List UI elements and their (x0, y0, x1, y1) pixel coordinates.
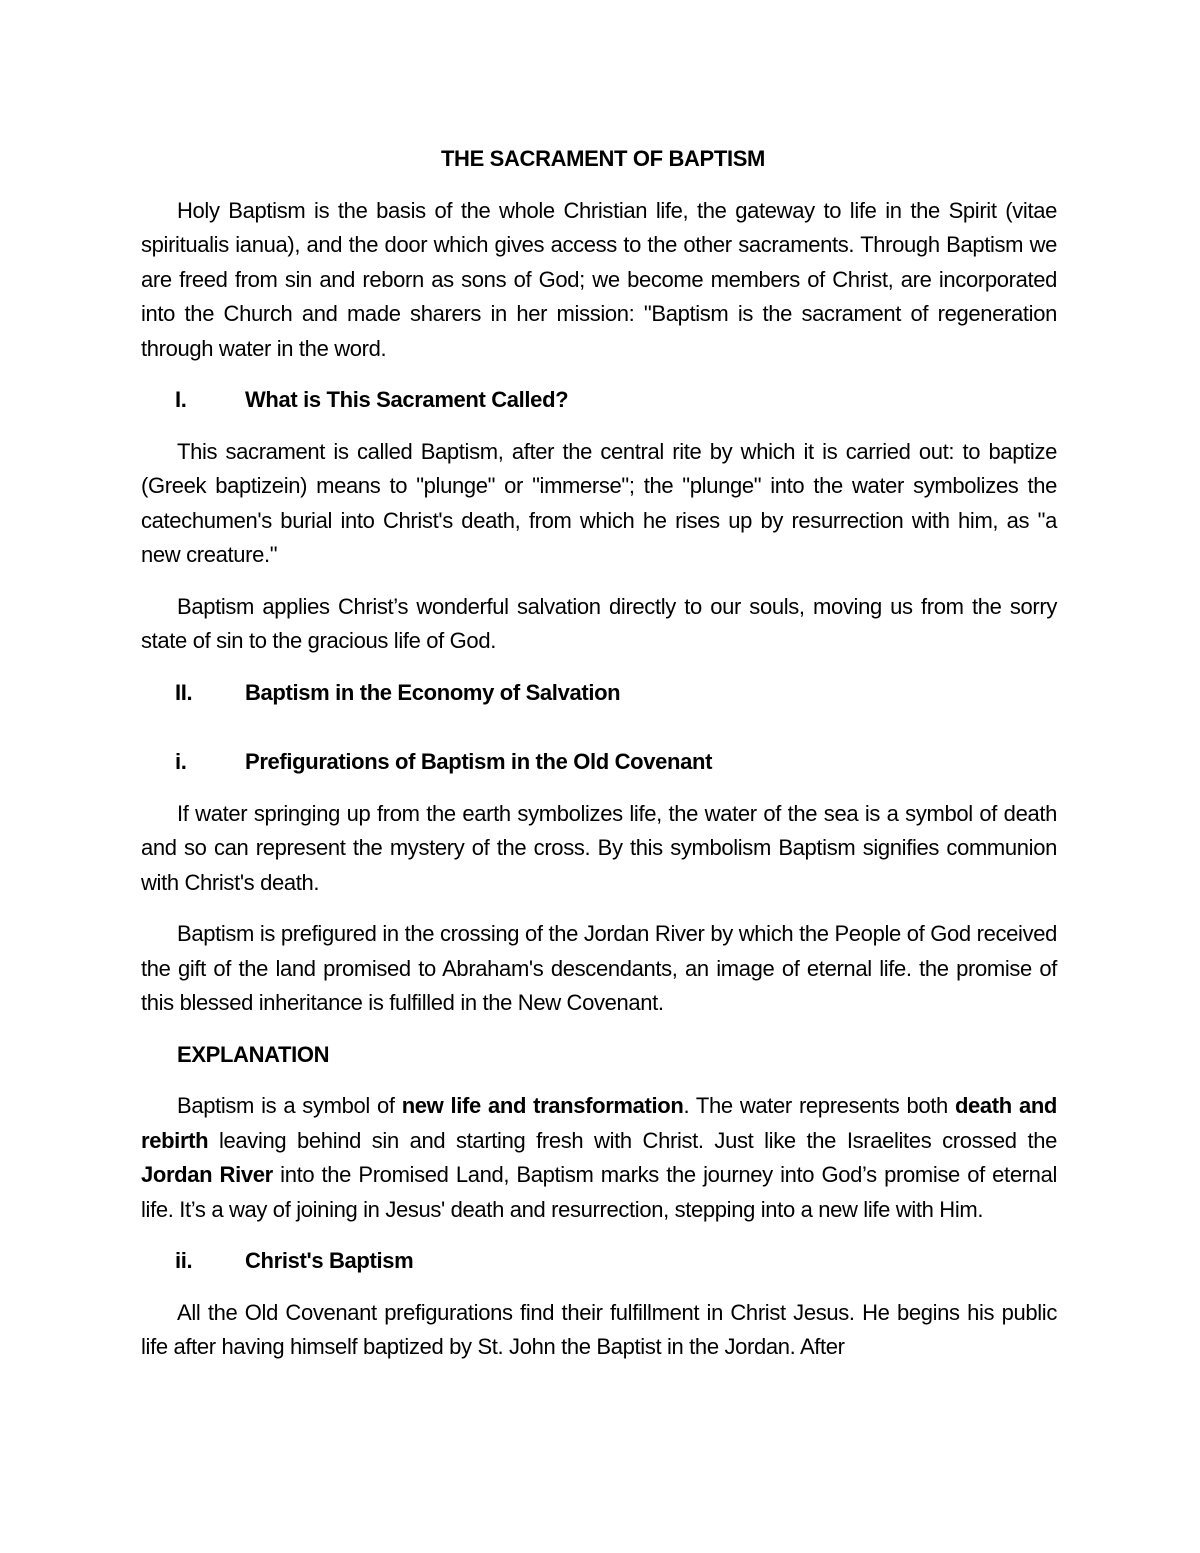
section-number-2: II. (175, 679, 193, 705)
explanation-bold-2: death and rebirth (141, 1093, 1058, 1153)
subsection-number-2: ii. (175, 1248, 193, 1273)
explanation-bold-3: Jordan River (141, 1162, 273, 1187)
explanation-text-3: leaving behind sin and starting fresh with Christ. Just like the Israelites crossed the (208, 1127, 1057, 1153)
subsection-number-1: i. (175, 749, 187, 774)
explanation-bold-1: new life and transformation (401, 1093, 684, 1118)
intro-paragraph: Holy Baptism is the basis of the whole Christian life, the gateway to life in the Spirit (vitae spiritualis ianua), and the door which gives access to the other sacraments. Through Baptism we are freed from sin and reborn as sons of God; we become members of Christ, are incorporated into the Church and made sharers in her mission: "Baptism is the sacrament of regeneration through water in the word. (141, 197, 1057, 361)
document-title: THE SACRAMENT OF BAPTISM (440, 146, 766, 171)
subsection1-paragraph-1: If water springing up from the earth symbolizes life, the water of the sea is a symbol of death and so can represent the mystery of the cross. By this symbolism Baptism signifies communion with Christ's death. (141, 800, 1057, 895)
section1-paragraph-1: This sacrament is called Baptism, after the central rite by which it is carried out: to baptize (Greek baptizein) means to "plunge" or "immerse"; the "plunge" into the water symbolizes the catechumen's burial into Christ's death, from which he rises up by resurrection with him, as "a new creature." (141, 438, 1057, 567)
section-title-2: Baptism in the Economy of Salvation (245, 679, 621, 705)
subsection1-paragraph-2: Baptism is prefigured in the crossing of the Jordan River by which the People of God received the gift of the land promised to Abraham's descendants, an image of eternal life. the promise of this blessed inheritance is fulfilled in the New Covenant. (141, 921, 1057, 1015)
subsection-title-1: Prefigurations of Baptism in the Old Covenant (245, 749, 713, 774)
section1-paragraph-2: Baptism applies Christ’s wonderful salvation directly to our souls, moving us from the sorry state of sin to the gracious life of God. (141, 593, 1057, 653)
explanation-heading: EXPLANATION (177, 1041, 330, 1067)
document-page (141, 142, 1057, 1365)
section-heading-2 (141, 676, 1057, 711)
subsection-title-2: Christ's Baptism (245, 1248, 414, 1273)
explanation-text-4: into the Promised Land, Baptism marks the journey into God’s promise of eternal life. It’s a way of joining in Jesus' death and resurrection, stepping into a new life with Him. (141, 1162, 1057, 1222)
explanation-text-1: Baptism is a symbol of (177, 1093, 402, 1118)
subsection2-paragraph-1: All the Old Covenant prefigurations find their fulfillment in Christ Jesus. He begins his public life after having himself baptized by St. John the Baptist in the Jordan. After (141, 1299, 1057, 1359)
section-title-1: What is This Sacrament Called? (245, 387, 569, 412)
section-heading-1 (141, 383, 1057, 418)
explanation-text-2: . The water represents both (683, 1093, 955, 1118)
section-number-1: I. (175, 387, 187, 412)
subsection-heading-2 (141, 1244, 1057, 1279)
subsection-heading-1 (141, 745, 1057, 780)
explanation-paragraph (141, 1089, 1057, 1227)
